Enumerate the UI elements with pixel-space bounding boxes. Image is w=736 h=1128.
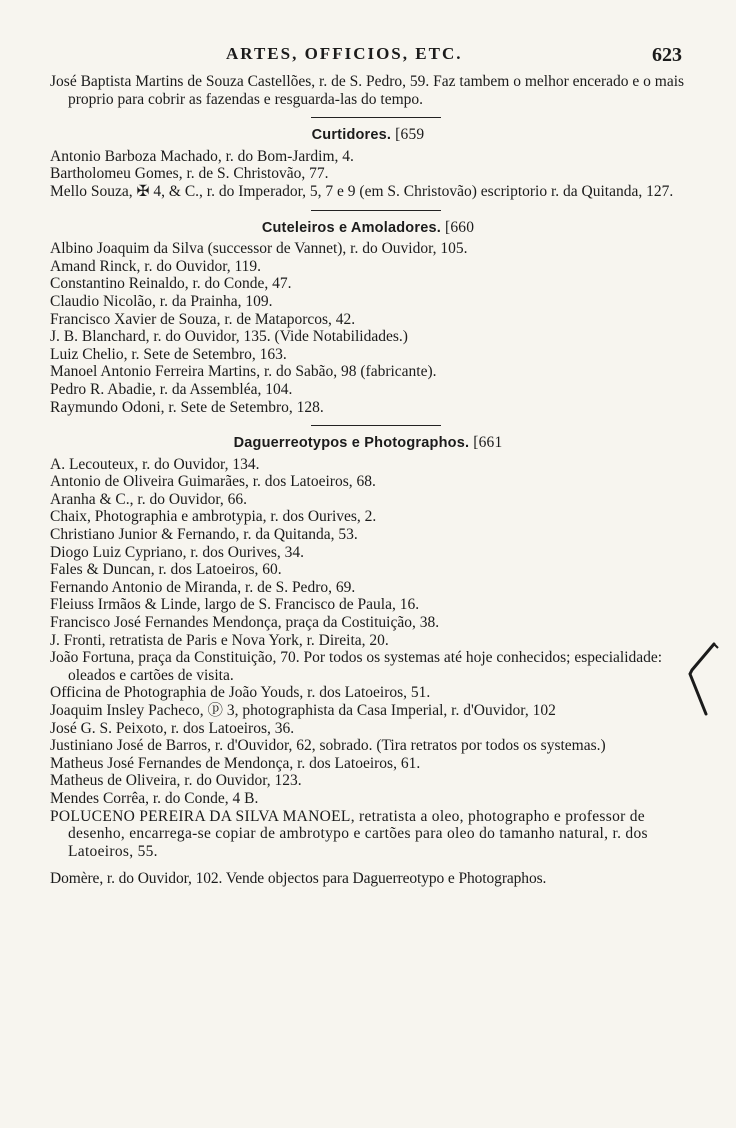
page-number: 623: [652, 44, 682, 66]
directory-entry: Pedro R. Abadie, r. da Assembléa, 104.: [50, 380, 293, 398]
section-number: [660: [444, 218, 475, 236]
directory-entry: Aranha & C., r. do Ouvidor, 66.: [50, 490, 247, 508]
directory-entry: Amand Rinck, r. do Ouvidor, 119.: [50, 257, 262, 275]
page-content: [50, 73, 686, 888]
directory-entry: Justiniano José de Barros, r. d'Ouvidor, 62, sobrado. (Tira retratos por todos os systemas.): [50, 737, 606, 755]
running-head: [0, 44, 736, 68]
section-divider: [311, 425, 441, 426]
directory-entry: Officina de Photographia de João Youds, r. dos Latoeiros, 51.: [50, 684, 431, 702]
directory-entry: Francisco Xavier de Souza, r. de Mataporcos, 42.: [50, 310, 356, 328]
section-heading: [50, 126, 686, 145]
directory-entry: Claudio Nicolão, r. da Prainha, 109.: [50, 292, 273, 310]
directory-entry: Bartholomeu Gomes, r. de S. Christovão, 77.: [50, 165, 329, 183]
directory-entry: Fernando Antonio de Miranda, r. de S. Pedro, 69.: [50, 578, 356, 596]
directory-entry: Joaquim Insley Pacheco, ⓟ 3, photographista da Casa Imperial, r. d'Ouvidor, 102: [50, 702, 556, 719]
directory-entry: José G. S. Peixoto, r. dos Latoeiros, 36.: [50, 719, 295, 737]
directory-entry: Fales & Duncan, r. dos Latoeiros, 60.: [50, 561, 282, 579]
directory-entry: J. B. Blanchard, r. do Ouvidor, 135. (Vide Notabilidades.): [50, 328, 408, 346]
section-title: Cuteleiros e Amoladores.: [261, 219, 441, 236]
section-heading: [50, 434, 686, 453]
section-divider: [311, 210, 441, 211]
directory-entry: Mello Souza, ✠ 4, & C., r. do Imperador, 5, 7 e 9 (em S. Christovão) escriptorio r. da Quitanda, 127.: [50, 182, 674, 200]
directory-entry: Matheus José Fernandes de Mendonça, r. dos Latoeiros, 61.: [50, 754, 421, 772]
intro-entry: José Baptista Martins de Souza Castellões, r. de S. Pedro, 59. Faz tambem o melhor encerado e o mais proprio para cobrir as fazendas e resguarda-las do tempo.: [50, 73, 685, 108]
directory-entry: Raymundo Odoni, r. Sete de Setembro, 128.: [50, 398, 324, 416]
directory-entry: Francisco José Fernandes Mendonça, praça da Costituição, 38.: [50, 614, 440, 632]
directory-entry: J. Fronti, retratista de Paris e Nova York, r. Direita, 20.: [50, 631, 389, 649]
directory-entry: Chaix, Photographia e ambrotypia, r. dos Ourives, 2.: [50, 508, 377, 526]
directory-entry: Constantino Reinaldo, r. do Conde, 47.: [50, 275, 292, 293]
section-heading: [50, 219, 686, 238]
footer-entry: Domère, r. do Ouvidor, 102. Vende objectos para Daguerreotypo e Photographos.: [50, 870, 547, 888]
margin-bracket-mark: [684, 640, 724, 720]
directory-entry-featured: POLUCENO PEREIRA DA SILVA MANOEL, retratista a oleo, photographo e professor de desenho, encarrega-se copiar de ambrotypo e cartões para oleo do tamanho natural, r. dos Latoeiros, 55.: [50, 807, 648, 860]
directory-entry: João Fortuna, praça da Constituição, 70. Por todos os systemas até hoje conhecidos; especialidade: oleados e cartões de visita.: [50, 649, 663, 684]
section-number: [659: [395, 126, 425, 144]
section-divider: [311, 117, 441, 118]
directory-entry: Christiano Junior & Fernando, r. da Quitanda, 53.: [50, 526, 358, 544]
directory-entry: Luiz Chelio, r. Sete de Setembro, 163.: [50, 345, 287, 363]
section-title: Daguerreotypos e Photographos.: [233, 435, 470, 452]
directory-entry: Mendes Corrêa, r. do Conde, 4 B.: [50, 789, 259, 807]
directory-entry: Fleiuss Irmãos & Linde, largo de S. Francisco de Paula, 16.: [50, 596, 420, 614]
directory-entry: Manoel Antonio Ferreira Martins, r. do Sabão, 98 (fabricante).: [50, 363, 437, 381]
directory-entry: A. Lecouteux, r. do Ouvidor, 134.: [50, 455, 260, 473]
directory-entry: Albino Joaquim da Silva (successor de Vannet), r. do Ouvidor, 105.: [50, 240, 468, 258]
directory-entry: Antonio Barboza Machado, r. do Bom-Jardim, 4.: [50, 147, 354, 165]
directory-entry: Diogo Luiz Cypriano, r. dos Ourives, 34.: [50, 543, 305, 561]
directory-entry: Antonio de Oliveira Guimarães, r. dos Latoeiros, 68.: [50, 473, 376, 491]
section-number: [661: [473, 434, 503, 452]
section-title: Curtidores.: [311, 127, 392, 144]
running-title: ARTES, OFFICIOS, ETC.: [226, 44, 463, 63]
directory-entry: Matheus de Oliveira, r. do Ouvidor, 123.: [50, 772, 302, 790]
